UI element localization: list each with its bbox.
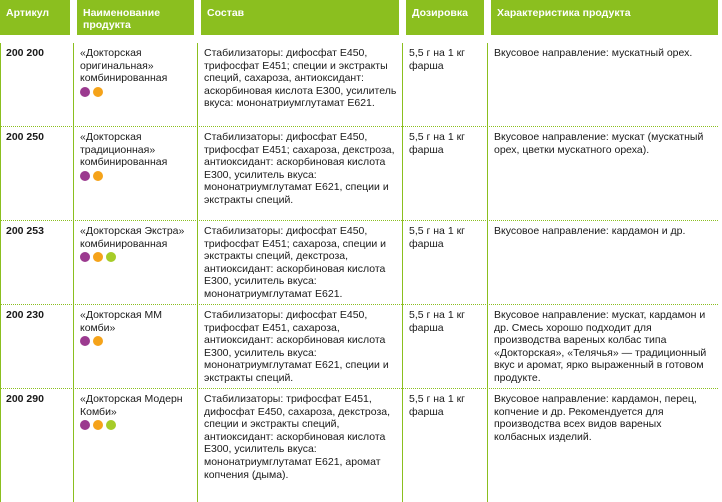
composition: Стабилизаторы: дифосфат Е450, трифосфат Е451; сахароза, декстроза, антиоксидант: аскорбиновая кислота Е300, усилитель вкуса: мононатриумглутамат Е621, специи и экстракты специй. [204, 131, 395, 206]
orange-dot-icon [93, 420, 103, 430]
green-dot-icon [106, 252, 116, 262]
property-dots [80, 420, 193, 431]
characteristic: Вкусовое направление: мускат (мускатный орех, цветки мускатного ореха). [494, 131, 704, 156]
product-name-cell [74, 389, 197, 502]
orange-dot-icon [93, 171, 103, 181]
product-name-cell [74, 43, 197, 127]
property-dots [80, 252, 193, 263]
characteristic: Вкусовое направление: кардамон и др. [494, 225, 686, 237]
orange-dot-icon [93, 87, 103, 97]
characteristic: Вкусовое направление: мускат, кардамон и др. Смесь хорошо подходит для производства вареных колбас типа «Докторская», «Телячья» — традиционный вкус и аромат, ярко выраженный в готовом продукте. [494, 309, 707, 384]
purple-dot-icon [80, 420, 90, 430]
header-composition: Состав [201, 0, 399, 35]
orange-dot-icon [93, 252, 103, 262]
property-dots [80, 336, 193, 347]
table-row [0, 43, 718, 127]
purple-dot-icon [80, 252, 90, 262]
dosage: 5,5 г на 1 кг фарша [409, 131, 465, 156]
product-name-cell [74, 127, 197, 221]
product-name: «Докторская Модерн Комби» [80, 393, 183, 418]
property-dots [80, 87, 193, 98]
composition: Стабилизаторы: дифосфат Е450, трифосфат Е451; сахароза, специи и экстракты специй, декстроза, антиоксидант: аскорбиновая кислота Е300, усилитель вкуса: мононатриумглутамат Е621. [204, 225, 386, 300]
header-article: Артикул [0, 0, 70, 35]
article-code: 200 253 [6, 225, 44, 237]
product-name: «Докторская традиционная» комбинированная [80, 131, 168, 169]
header-name: Наименование продукта [77, 0, 194, 35]
characteristic: Вкусовое направление: кардамон, перец, копчение и др. Рекомендуется для производства всех видов вареных колбасных изделий. [494, 393, 697, 443]
product-name: «Докторская ММ комби» [80, 309, 163, 334]
article-code: 200 250 [6, 131, 44, 143]
table-row [0, 389, 718, 502]
table-row [0, 305, 718, 389]
composition: Стабилизаторы: дифосфат Е450, трифосфат Е451; специи и экстракты специй, сахароза, антиоксидант: аскорбиновая кислота Е300, усилитель вкуса: мононатриумглутамат Е621. [204, 47, 397, 110]
purple-dot-icon [80, 336, 90, 346]
purple-dot-icon [80, 171, 90, 181]
green-dot-icon [106, 420, 116, 430]
composition: Стабилизаторы: трифосфат Е451, дифосфат Е450, сахароза, декстроза, специи и экстракты специй, антиоксидант: аскорбиновая кислота Е300, усилитель вкуса: мононатриумглутамат Е621, аромат копчения (дыма). [204, 393, 391, 481]
product-name: «Докторская оригинальная» комбинированная [80, 47, 168, 85]
dosage: 5,5 г на 1 кг фарша [409, 47, 465, 72]
table-row [0, 221, 718, 305]
dosage: 5,5 г на 1 кг фарша [409, 309, 465, 334]
composition: Стабилизаторы: дифосфат Е450, трифосфат Е451, сахароза, антиоксидант: аскорбиновая кислота Е300, усилитель вкуса: мононатриумглутамат Е621, специи и экстракты специй. [204, 309, 389, 384]
dosage: 5,5 г на 1 кг фарша [409, 393, 465, 418]
orange-dot-icon [93, 336, 103, 346]
table-row [0, 127, 718, 221]
article-code: 200 290 [6, 393, 44, 405]
article-code: 200 200 [6, 47, 44, 59]
purple-dot-icon [80, 87, 90, 97]
characteristic: Вкусовое направление: мускатный орех. [494, 47, 693, 59]
article-code: 200 230 [6, 309, 44, 321]
property-dots [80, 171, 193, 182]
product-name-cell [74, 305, 197, 389]
table-header [0, 0, 718, 35]
product-name-cell [74, 221, 197, 305]
dosage: 5,5 г на 1 кг фарша [409, 225, 465, 250]
header-dosage: Дозировка [406, 0, 484, 35]
header-characteristic: Характеристика продукта [491, 0, 718, 35]
product-name: «Докторская Экстра» комбинированная [80, 225, 185, 250]
